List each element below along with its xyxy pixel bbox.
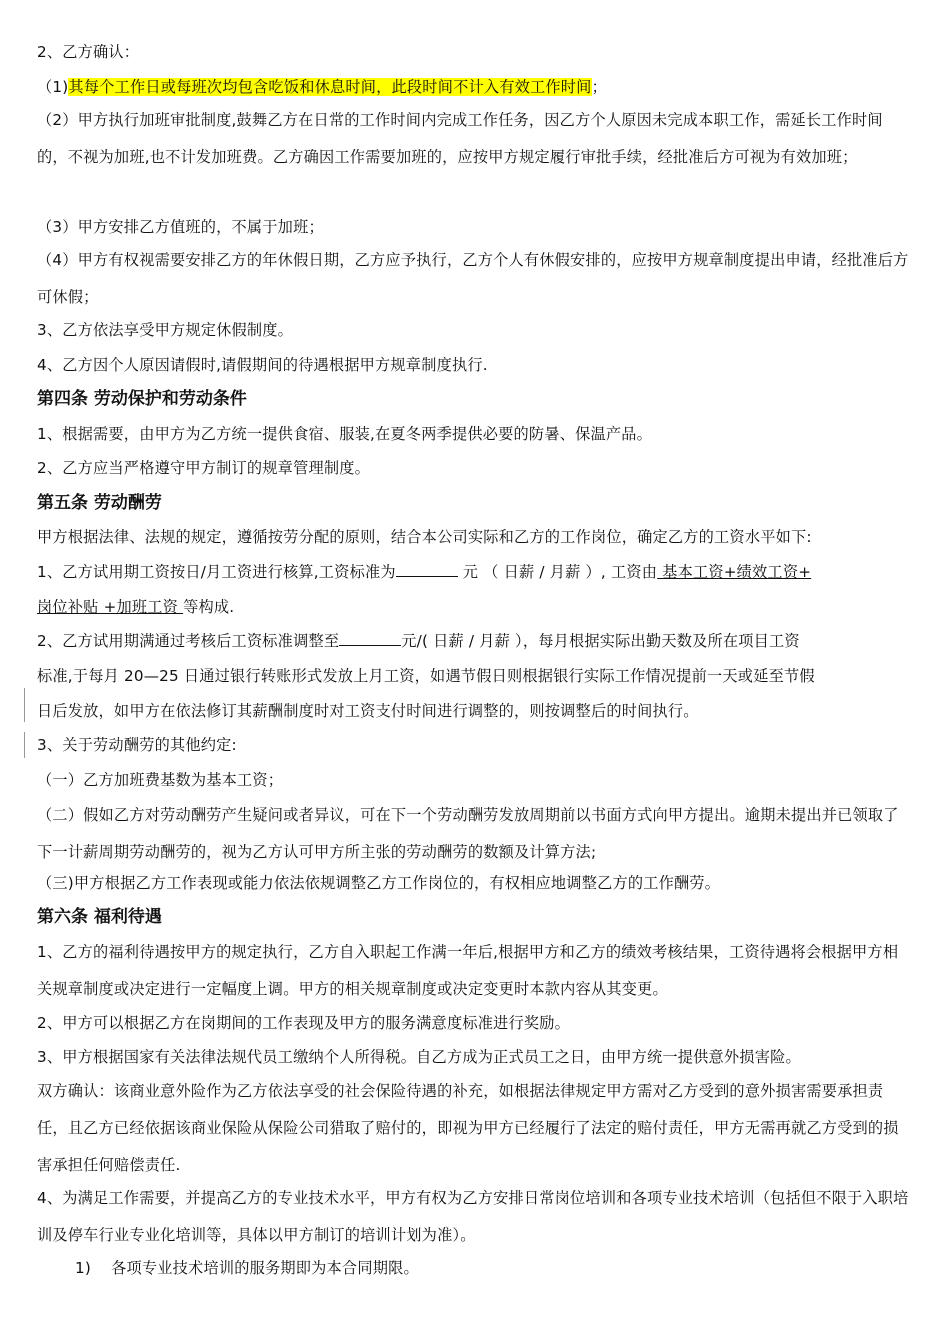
clause-6-3: 3、甲方根据国家有关法律法规代员工缴纳个人所得税。自乙方成为正式员工之日，由甲方统一提供意外损害险。 — [37, 1048, 801, 1066]
clause-3-3: 3、乙方依法享受甲方规定休假制度。 — [37, 321, 294, 339]
clause-3-2-2: （2）甲方执行加班审批制度,鼓舞乙方在日常的工作时间内完成工作任务，因乙方个人原因未完成本职工作，需延长工作时间的，不视为加班,也不计发加班费。乙方确因工作需要加班的，应按甲方规定履行审批手续，经批准后方可视为有效加班； — [37, 111, 883, 166]
article-6-heading: 第六条 福利待遇 — [37, 907, 162, 927]
punctuation: ； — [591, 78, 607, 96]
clause-5-1 — [37, 555, 913, 589]
clause-5-1-text-b: 元 （ 日薪 / 月薪 ）, 工资由 — [462, 563, 658, 581]
clause-5-1-end: 等构成. — [183, 598, 235, 616]
clause-5-2-line2: 标准,于每月 20—25 日通过银行转账形式发放上月工资，如遇节假日则根据银行实际工作情况提前一天或延至节假 — [37, 667, 815, 685]
clause-3-2-1 — [37, 70, 913, 104]
salary-components: 基本工资+绩效工资+ — [657, 563, 812, 581]
clause-5-3-3: （三)甲方根据乙方工作表现或能力依法依规调整乙方工作岗位的，有权相应地调整乙方的工作酬劳。 — [37, 874, 721, 892]
salary-components-cont: 岗位补贴 +加班工资 — [37, 598, 184, 616]
salary-blank — [396, 562, 458, 577]
margin-mark — [24, 732, 25, 758]
clause-6-2: 2、甲方可以根据乙方在岗期间的工作表现及甲方的服务满意度标准进行奖励。 — [37, 1014, 571, 1032]
clause-3-4: 4、乙方因个人原因请假时,请假期间的待遇根据甲方规章制度执行. — [37, 356, 488, 374]
clause-5-3: 3、关于劳动酬劳的其他约定: — [37, 736, 237, 754]
article-5-intro: 甲方根据法律、法规的规定，遵循按劳分配的原则，结合本公司实际和乙方的工作岗位，确定乙方的工资水平如下: — [37, 528, 812, 546]
list-item-text: 各项专业技术培训的服务期即为本合同期限。 — [111, 1259, 419, 1277]
item-number: （1) — [37, 78, 69, 96]
clause-6-1: 1、乙方的福利待遇按甲方的规定执行，乙方自入职起工作满一年后,根据甲方和乙方的绩效考核结果，工资待遇将会根据甲方相关规章制度或决定进行一定幅度上调。甲方的相关规章制度或决定变更时本款内容从其变更。 — [37, 943, 899, 998]
clause-4-1: 1、根据需要，由甲方为乙方统一提供食宿、服装,在夏冬两季提供必要的防暑、保温产品。 — [37, 425, 653, 443]
adjusted-salary-blank — [339, 631, 401, 646]
clause-6-4-1 — [75, 1251, 895, 1285]
clause-4-2: 2、乙方应当严格遵守甲方制订的规章管理制度。 — [37, 459, 371, 477]
clause-5-1-cont — [37, 590, 913, 624]
clause-3-2-3: （3）甲方安排乙方值班的，不属于加班； — [37, 218, 324, 236]
list-number: 1) — [75, 1259, 91, 1277]
clause-3-2-4: （4）甲方有权视需要安排乙方的年休假日期，乙方应予执行，乙方个人有休假安排的，应按甲方规章制度提出申请，经批准后方可休假； — [37, 251, 909, 306]
clause-5-2-line3: 日后发放，如甲方在依法修订其薪酬制度时对工资支付时间进行调整的，则按调整后的时间执行。 — [37, 702, 699, 720]
clause-3-2: 2、乙方确认： — [37, 43, 140, 61]
clause-5-3-2: （二）假如乙方对劳动酬劳产生疑问或者异议，可在下一个劳动酬劳发放周期前以书面方式向甲方提出。逾期未提出并已领取了下一计薪周期劳动酬劳的，视为乙方认可甲方所主张的劳动酬劳的数额及计算方法; — [37, 806, 899, 861]
clause-5-2-text-b: 元/( 日薪 / 月薪 ），每月根据实际出勤天数及所在项目工资 — [401, 632, 800, 650]
clause-6-4: 4、为满足工作需要，并提高乙方的专业技术水平，甲方有权为乙方安排日常岗位培训和各项专业技术培训（包括但不限于入职培训及停车行业专业化培训等，具体以甲方制订的培训计划为准）。 — [37, 1189, 909, 1244]
clause-6-3-confirm: 双方确认：该商业意外险作为乙方依法享受的社会保险待遇的补充，如根据法律规定甲方需对乙方受到的意外损害需要承担责任，且乙方已经依据该商业保险从保险公司猎取了赔付的，即视为甲方已经履行了法定的赔付责任，甲方无需再就乙方受到的损害承担任何赔偿责任. — [37, 1082, 899, 1174]
highlighted-text: 其每个工作日或每班次均包含吃饭和休息时间，此段时间不计入有效工作时间 — [68, 78, 592, 96]
article-4-heading: 第四条 劳动保护和劳动条件 — [37, 389, 247, 409]
margin-mark — [24, 688, 25, 722]
clause-5-2 — [37, 624, 913, 658]
clause-5-3-1: （一）乙方加班费基数为基本工资； — [37, 771, 284, 789]
clause-5-1-text: 1、乙方试用期工资按日/月工资进行核算,工资标准为 — [37, 563, 396, 581]
clause-5-2-text: 2、乙方试用期满通过考核后工资标准调整至 — [37, 632, 340, 650]
article-5-heading: 第五条 劳动酬劳 — [37, 493, 162, 513]
